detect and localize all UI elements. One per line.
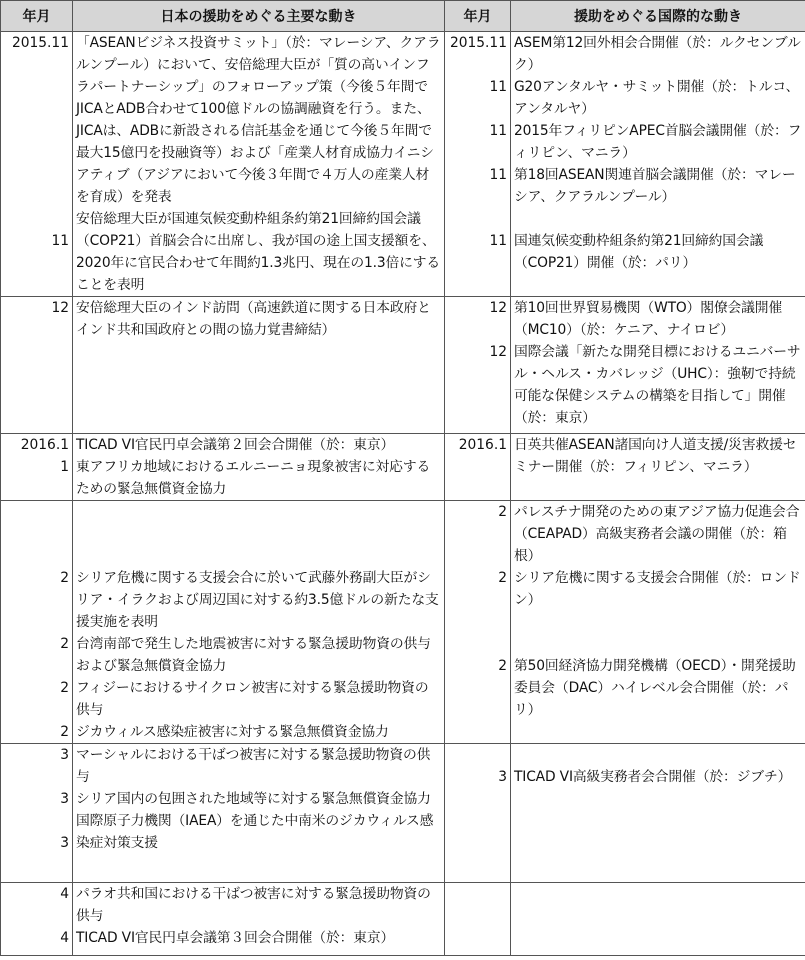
entry-text: 第10回世界貿易機関（WTO）閣僚会議開催（MC10）（於：ケニア、ナイロビ）: [514, 300, 783, 338]
entry-date: 11: [51, 233, 69, 249]
date-cell-right: [445, 297, 511, 434]
entry-date: 2016.1: [458, 437, 507, 453]
entry-text: TICAD VI高級実務者会合開催（於：ジブチ）: [514, 769, 792, 785]
intl-events-cell: [511, 883, 805, 956]
entry-date: 1: [60, 459, 69, 475]
entry-date: 2: [60, 570, 69, 586]
intl-events-cell: [511, 434, 805, 501]
entry-date: 2: [60, 636, 69, 652]
entry-text: 「ASEANビジネス投資サミット」（於：マレーシア、クアラルンプール）において、安倍総理大臣が「質の高いインフラパートナーシップ」のフォローアップ策（今後５年間でJICAとADB合わせて100億ドルの協調融資を行う。また、JICAは、ADBに新設される信託基金を通じて今後５年間で最大15億円を投融資等）および「産業人材育成協力イニシアティブ（アジアにおいて今後３年間で４万人の産業人材を育成）を発表: [76, 35, 441, 205]
header-date-left: 年月: [1, 1, 73, 32]
entry-text: パレスチナ開発のための東アジア協力促進会合（CEAPAD）高級実務者会議の開催（於：箱根）: [514, 504, 800, 564]
intl-events-cell: [511, 501, 805, 744]
entry-text: シリア危機に関する支援会合開催（於：ロンドン）: [514, 570, 801, 608]
entry-date: 2016.1: [20, 437, 69, 453]
entry-text: 国際会議「新たな開発目標におけるユニバーサル・ヘルス・カバレッジ（UHC）：強靭で持続可能な保健システムの構築を目指して」開催（於：東京）: [514, 344, 801, 426]
entry-date: 2: [60, 680, 69, 696]
intl-events-cell: [511, 297, 805, 434]
japan-events-cell: [73, 744, 445, 883]
date-cell-right: [445, 744, 511, 883]
header-row: [1, 1, 805, 32]
entry-date: 3: [60, 747, 69, 763]
entry-date: 3: [60, 835, 69, 851]
header-japan-aid: 日本の援助をめぐる主要な動き: [73, 1, 445, 32]
entry-date: 12: [489, 300, 507, 316]
date-cell-left: [1, 32, 73, 297]
entry-date: 2: [498, 658, 507, 674]
entry-date: 4: [60, 886, 69, 902]
entry-text: パラオ共和国における干ばつ被害に対する緊急援助物資の供与: [76, 886, 431, 924]
entry-text: ジカウィルス感染症被害に対する緊急無償資金協力: [76, 724, 389, 740]
entry-date: 2015.11: [11, 35, 69, 51]
entry-text: フィジーにおけるサイクロン被害に対する緊急援助物資の供与: [76, 680, 429, 718]
entry-date: 2015.11: [449, 35, 507, 51]
entry-text: 東アフリカ地域におけるエルニーニョ現象被害に対応するための緊急無償資金協力: [76, 459, 431, 497]
table-row: [1, 744, 805, 883]
entry-date: 11: [489, 233, 507, 249]
entry-text: ASEM第12回外相会合開催（於：ルクセンブルク）: [514, 35, 801, 73]
entry-text: 国際原子力機関（IAEA）を通じた中南米のジカウィルス感染症対策支援: [76, 813, 434, 851]
entry-date: 2: [498, 504, 507, 520]
entry-text: G20アンタルヤ・サミット開催（於：トルコ、アンタルヤ）: [514, 79, 800, 117]
entry-text: 日英共催ASEAN諸国向け人道支援/災害救援セミナー開催（於：フィリピン、マニラ）: [514, 437, 797, 475]
date-cell-left: [1, 501, 73, 744]
date-cell-right: [445, 434, 511, 501]
entry-date: 3: [60, 791, 69, 807]
entry-text: 2015年フィリピンAPEC首脳会議開催（於：フィリピン、マニラ）: [514, 123, 802, 161]
entry-text: 第50回経済協力開発機構（OECD）・開発援助委員会（DAC）ハイレベル会合開催（於：パリ）: [514, 658, 796, 718]
entry-date: 3: [498, 769, 507, 785]
japan-events-cell: [73, 434, 445, 501]
table-row: [1, 883, 805, 956]
date-cell-right: [445, 32, 511, 297]
table-row: [1, 297, 805, 434]
entry-date: 11: [489, 167, 507, 183]
header-date-right: 年月: [445, 1, 511, 32]
japan-events-cell: [73, 32, 445, 297]
japan-events-cell: [73, 297, 445, 434]
date-cell-left: [1, 297, 73, 434]
entry-date: 11: [489, 123, 507, 139]
date-cell-left: [1, 434, 73, 501]
date-cell-right: [445, 501, 511, 744]
table-row: [1, 32, 805, 297]
entry-date: 12: [489, 344, 507, 360]
entry-text: マーシャルにおける干ばつ被害に対する緊急援助物資の供与: [76, 747, 431, 785]
entry-text: 安倍総理大臣のインド訪問（高速鉄道に関する日本政府とインド共和国政府との間の協力覚書締結）: [76, 300, 431, 338]
date-cell-left: [1, 744, 73, 883]
entry-date: 2: [498, 570, 507, 586]
header-intl-aid: 援助をめぐる国際的な動き: [511, 1, 805, 32]
japan-events-cell: [73, 501, 445, 744]
entry-date: 12: [51, 300, 69, 316]
entry-date: 4: [60, 930, 69, 946]
intl-events-cell: [511, 32, 805, 297]
entry-text: 安倍総理大臣が国連気候変動枠組条約第21回締約国会議（COP21）首脳会合に出席し、我が国の途上国支援額を、2020年に官民合わせて年間約1.3兆円、現在の1.3倍にすることを表明: [76, 211, 441, 293]
table-row: [1, 501, 805, 744]
date-cell-left: [1, 883, 73, 956]
entry-text: TICAD VI官民円卓会議第３回会合開催（於：東京）: [76, 930, 395, 946]
table-row: [1, 434, 805, 501]
entry-text: 台湾南部で発生した地震被害に対する緊急援助物資の供与および緊急無償資金協力: [76, 636, 431, 674]
entry-date: 2: [60, 724, 69, 740]
entry-text: シリア国内の包囲された地域等に対する緊急無償資金協力: [76, 791, 431, 807]
date-cell-right: [445, 883, 511, 956]
entry-text: 第18回ASEAN関連首脳会議開催（於：マレーシア、クアラルンプール）: [514, 167, 796, 205]
entry-date: 11: [489, 79, 507, 95]
intl-events-cell: [511, 744, 805, 883]
japan-events-cell: [73, 883, 445, 956]
entry-text: 国連気候変動枠組条約第21回締約国会議（COP21）開催（於：パリ）: [514, 233, 764, 271]
entry-text: シリア危機に関する支援会合に於いて武藤外務副大臣がシリア・イラクおよび周辺国に対する約3.5億ドルの新たな支援実施を表明: [76, 570, 439, 630]
entry-text: TICAD VI官民円卓会議第２回会合開催（於：東京）: [76, 437, 395, 453]
